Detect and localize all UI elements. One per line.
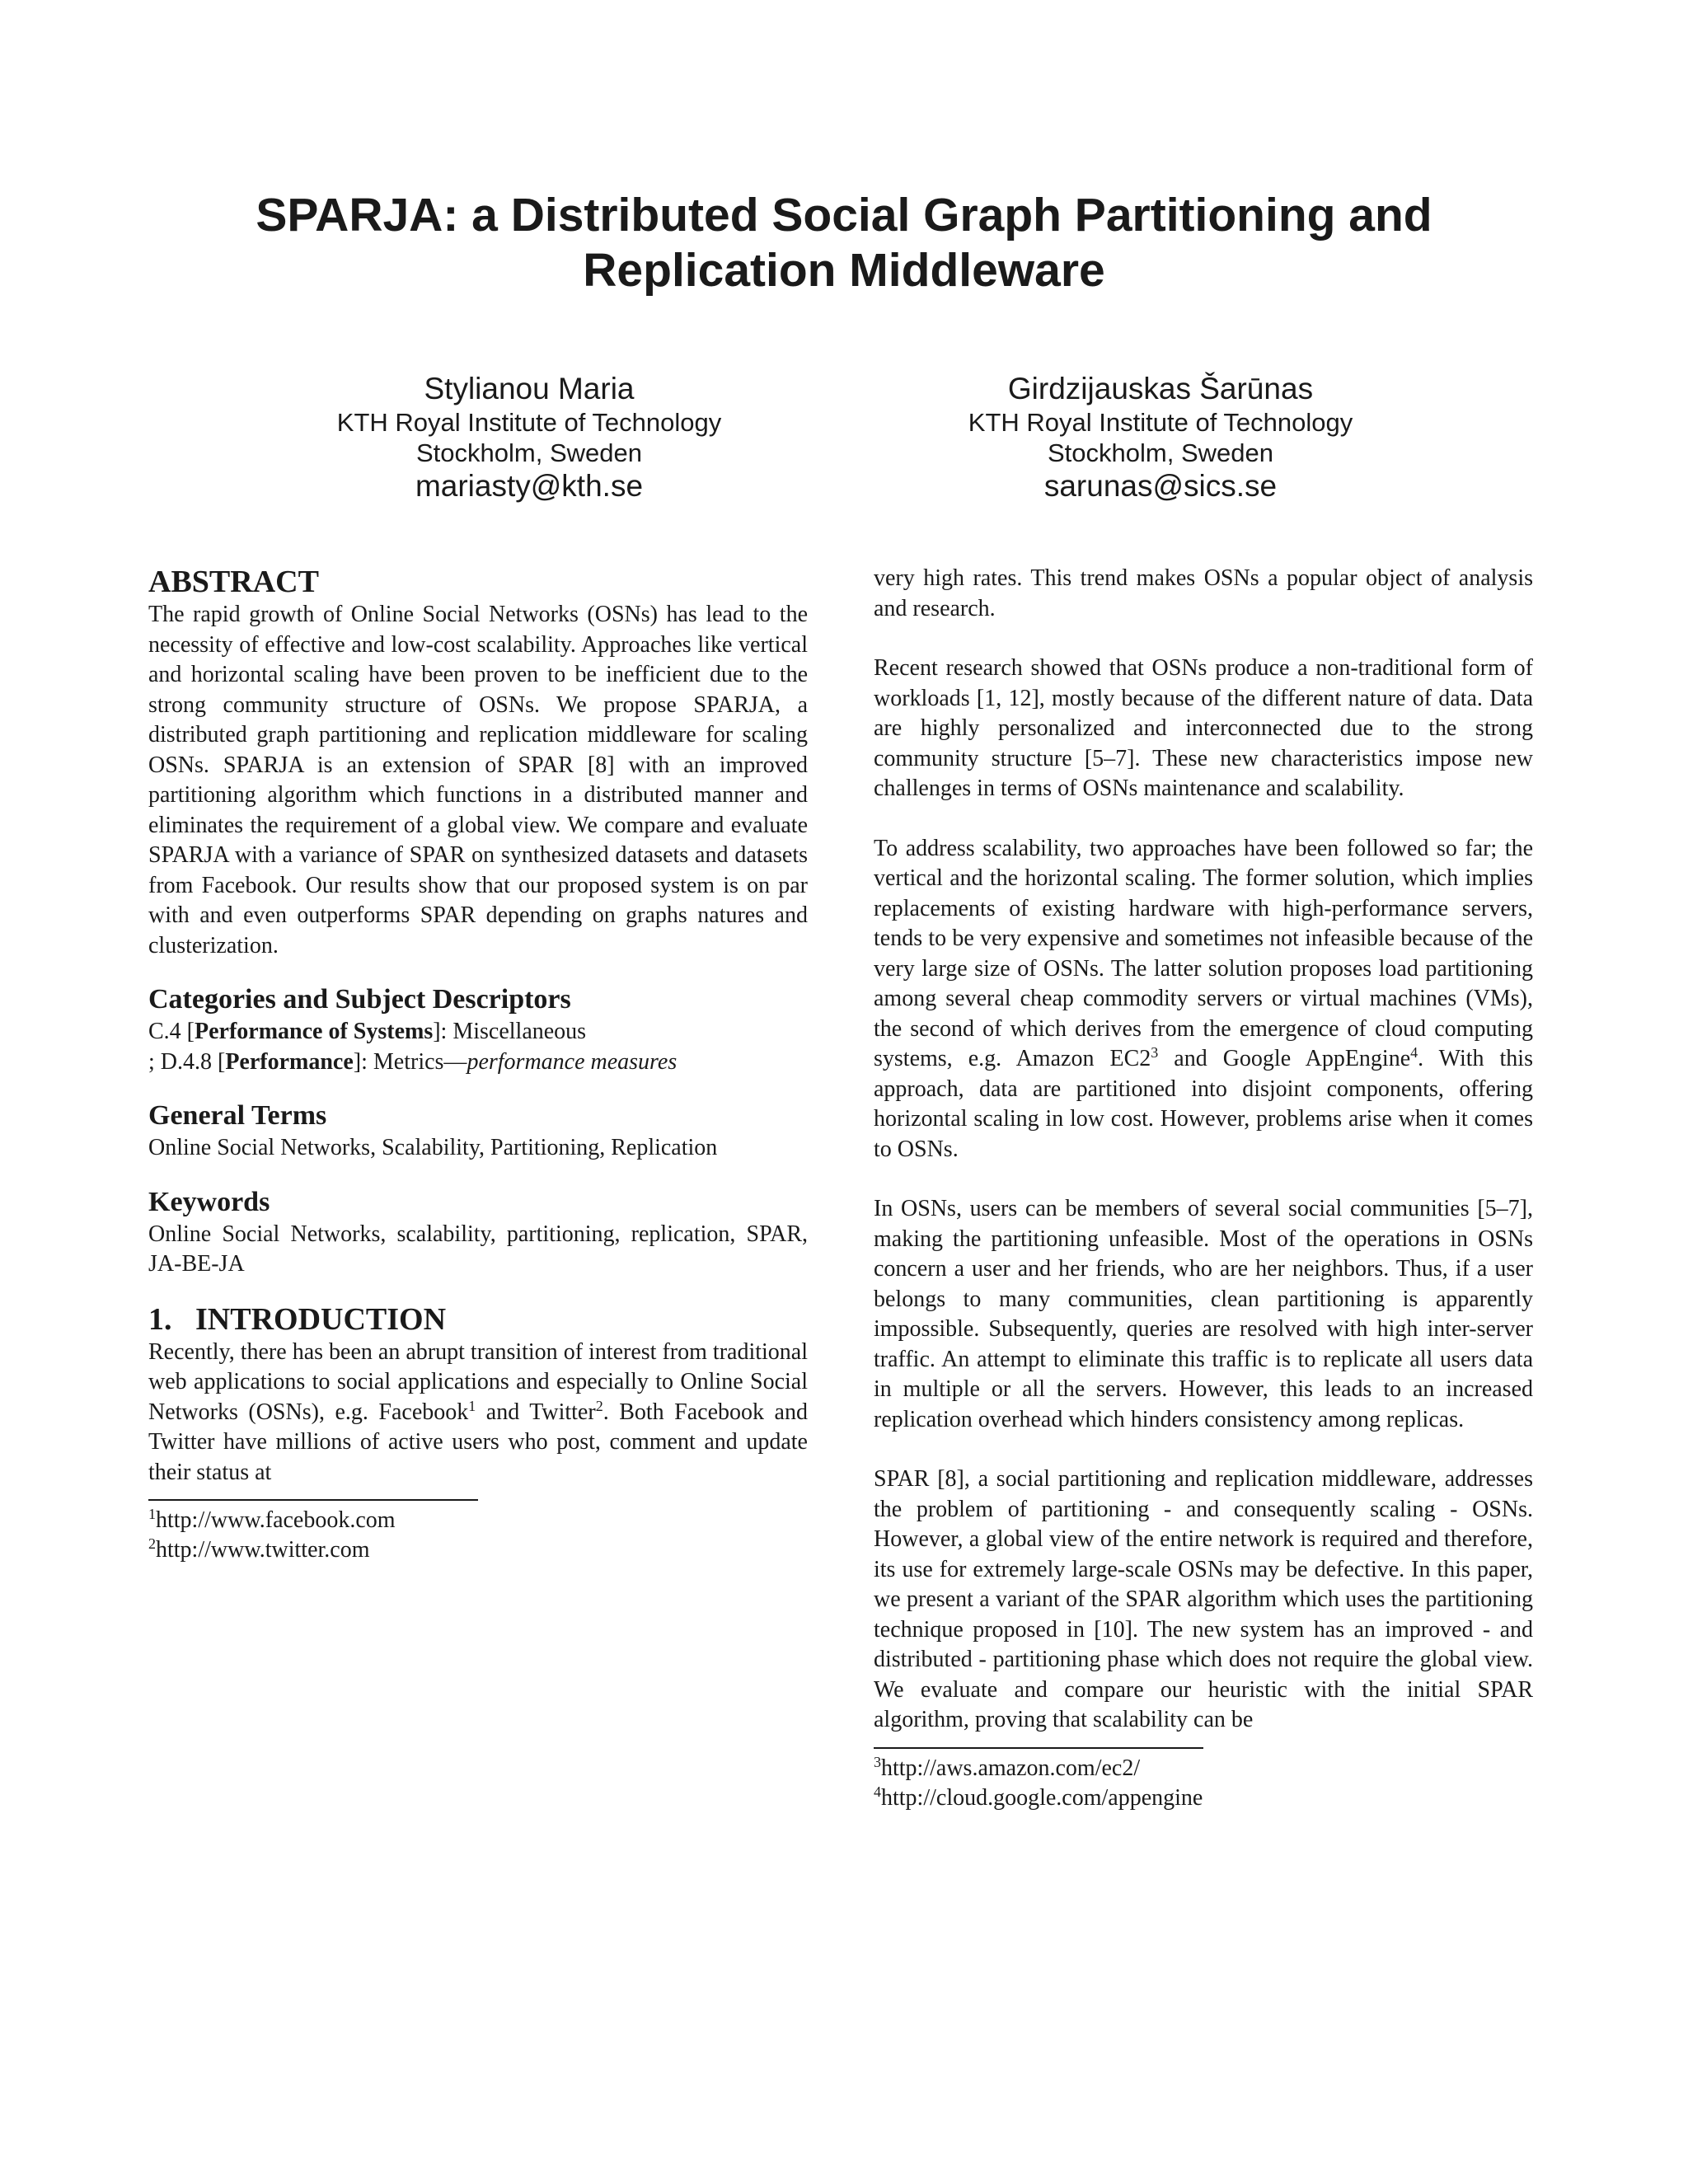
title-line-1: SPARJA: a Distributed Social Graph Partitioning and xyxy=(256,189,1432,241)
author-location: Stockholm, Sweden xyxy=(416,438,642,467)
author-email: sarunas@sics.se xyxy=(1043,469,1278,503)
footnote: $^2$http://www.twitter.com xyxy=(148,1535,370,1563)
paper-title xyxy=(148,188,1540,298)
author-institution: KTH Royal Institute of Technology xyxy=(336,408,722,437)
intro-paragraph-2: Recent research showed that OSNs produce a non-traditional form of workloads [1, 12], mostly because of the different nature of data. Data are highly personalized and interconnected due to the strong community structure [5–7]. These new characteristics impose new challenges in terms of OSNs maintenance and scalability. xyxy=(874,655,1533,801)
keywords-heading: Keywords xyxy=(148,1186,270,1217)
footnote: $^1$http://www.facebook.com xyxy=(148,1506,396,1533)
intro-paragraph-5: SPAR [8], a social partitioning and replication middleware, addresses the problem of partitioning - and consequently scaling - OSNs. However, a global view of the entire network is required and therefore, its use for extremely large-scale OSNs may be defective. In this paper, we present a variant of the SPAR algorithm which uses the partitioning technique proposed in [10]. The new system has an improved - and distributed - partitioning phase which does not require the global view. We evaluate and compare our heuristic with the initial SPAR algorithm, proving that scalability can be xyxy=(874,1466,1533,1732)
keywords-text: Online Social Networks, scalability, partitioning, replication, SPAR, JA-BE-JA xyxy=(148,1221,808,1277)
author-name: Stylianou Maria xyxy=(424,372,635,405)
footnote-rule xyxy=(148,1499,478,1501)
introduction-heading: 1. INTRODUCTION xyxy=(148,1301,447,1337)
right-column xyxy=(874,564,1533,1813)
author-block-1 xyxy=(216,371,842,504)
intro-paragraph-3: To address scalability, two approaches have been followed so far; the vertical and the horizontal scaling. The former solution, which implies replacements of existing hardware with high-performance servers, tends to be very expensive and sometimes not infeasible because of the very large size of OSNs. The latter solution proposes load partitioning among several cheap commodity servers or virtual machines (VMs), the second of which derives from the emergence of cloud computing systems, e.g. Amazon $EC2^3$ and Google AppEngine$^4$. With this approach, data are partitioned into disjoint components, offering horizontal scaling in low cost. However, problems arise when it comes to OSNs. xyxy=(874,835,1533,1162)
intro-paragraph-4: In OSNs, users can be members of several social communities [5–7], making the partitioning unfeasible. Most of the operations in OSNs concern a user and her friends, who are her neighbors. Thus, if a user belongs to many communities, clean partitioning is apparently impossible. Subsequently, queries are resolved with high inter-server traffic. An attempt to eliminate this traffic is to replicate all users data in multiple or all the servers. However, this leads to an increased replication overhead which hinders consistency among replicas. xyxy=(874,1196,1533,1432)
intro-paragraph-1a: Recently, there has been an abrupt transition of interest from traditional web applications to social applications and especially to Online Social Networks (OSNs), e.g. Facebook$^1$ and Twitter$^2$. Both Facebook and Twitter have millions of active users who post, comment and update their status at xyxy=(148,1338,808,1485)
title-line-2: Replication Middleware xyxy=(583,244,1105,297)
intro-paragraph-1b: very high rates. This trend makes OSNs a popular object of analysis and research. xyxy=(874,565,1533,621)
author-name: Girdzijauskas Šarūnas xyxy=(1007,372,1314,405)
general-terms-text: Online Social Networks, Scalability, Partitioning, Replication xyxy=(148,1135,718,1160)
author-location: Stockholm, Sweden xyxy=(1048,438,1273,467)
footnote-rule xyxy=(874,1747,1203,1749)
categories-c4: C.4 [Performance of Systems]: Miscellaneous xyxy=(148,1019,587,1044)
abstract-heading: ABSTRACT xyxy=(148,565,319,599)
footnote: $^4$http://cloud.google.com/appengine xyxy=(874,1783,1203,1811)
author-block-2 xyxy=(847,371,1474,504)
categories-d48: ; D.4.8 [Performance]: Metrics—performance measures xyxy=(148,1048,678,1075)
footnotes-right xyxy=(874,1747,1533,1813)
general-terms-heading: General Terms xyxy=(148,1100,327,1131)
footnotes-left xyxy=(148,1499,808,1565)
footnote: $^3$http://aws.amazon.com/ec2/ xyxy=(874,1753,1141,1781)
categories-heading: Categories and Subject Descriptors xyxy=(148,984,571,1015)
abstract-text: The rapid growth of Online Social Networks (OSNs) has lead to the necessity of effective and low-cost scalability. Approaches like vertical and horizontal scaling have been proven to be inefficient due to the strong community structure of OSNs. We propose SPARJA, a distributed graph partitioning and replication middleware for scaling OSNs. SPARJA is an extension of SPAR [8] with an improved partitioning algorithm which functions in a distributed manner and eliminates the requirement of a global view. We compare and evaluate SPARJA with a variance of SPAR on synthesized datasets and datasets from Facebook. Our results show that our proposed system is on par with and even outperforms SPAR depending on graphs natures and clusterization. xyxy=(148,602,808,958)
author-email: mariasty@kth.se xyxy=(415,469,644,503)
left-column xyxy=(148,564,808,1565)
author-institution: KTH Royal Institute of Technology xyxy=(968,408,1353,437)
